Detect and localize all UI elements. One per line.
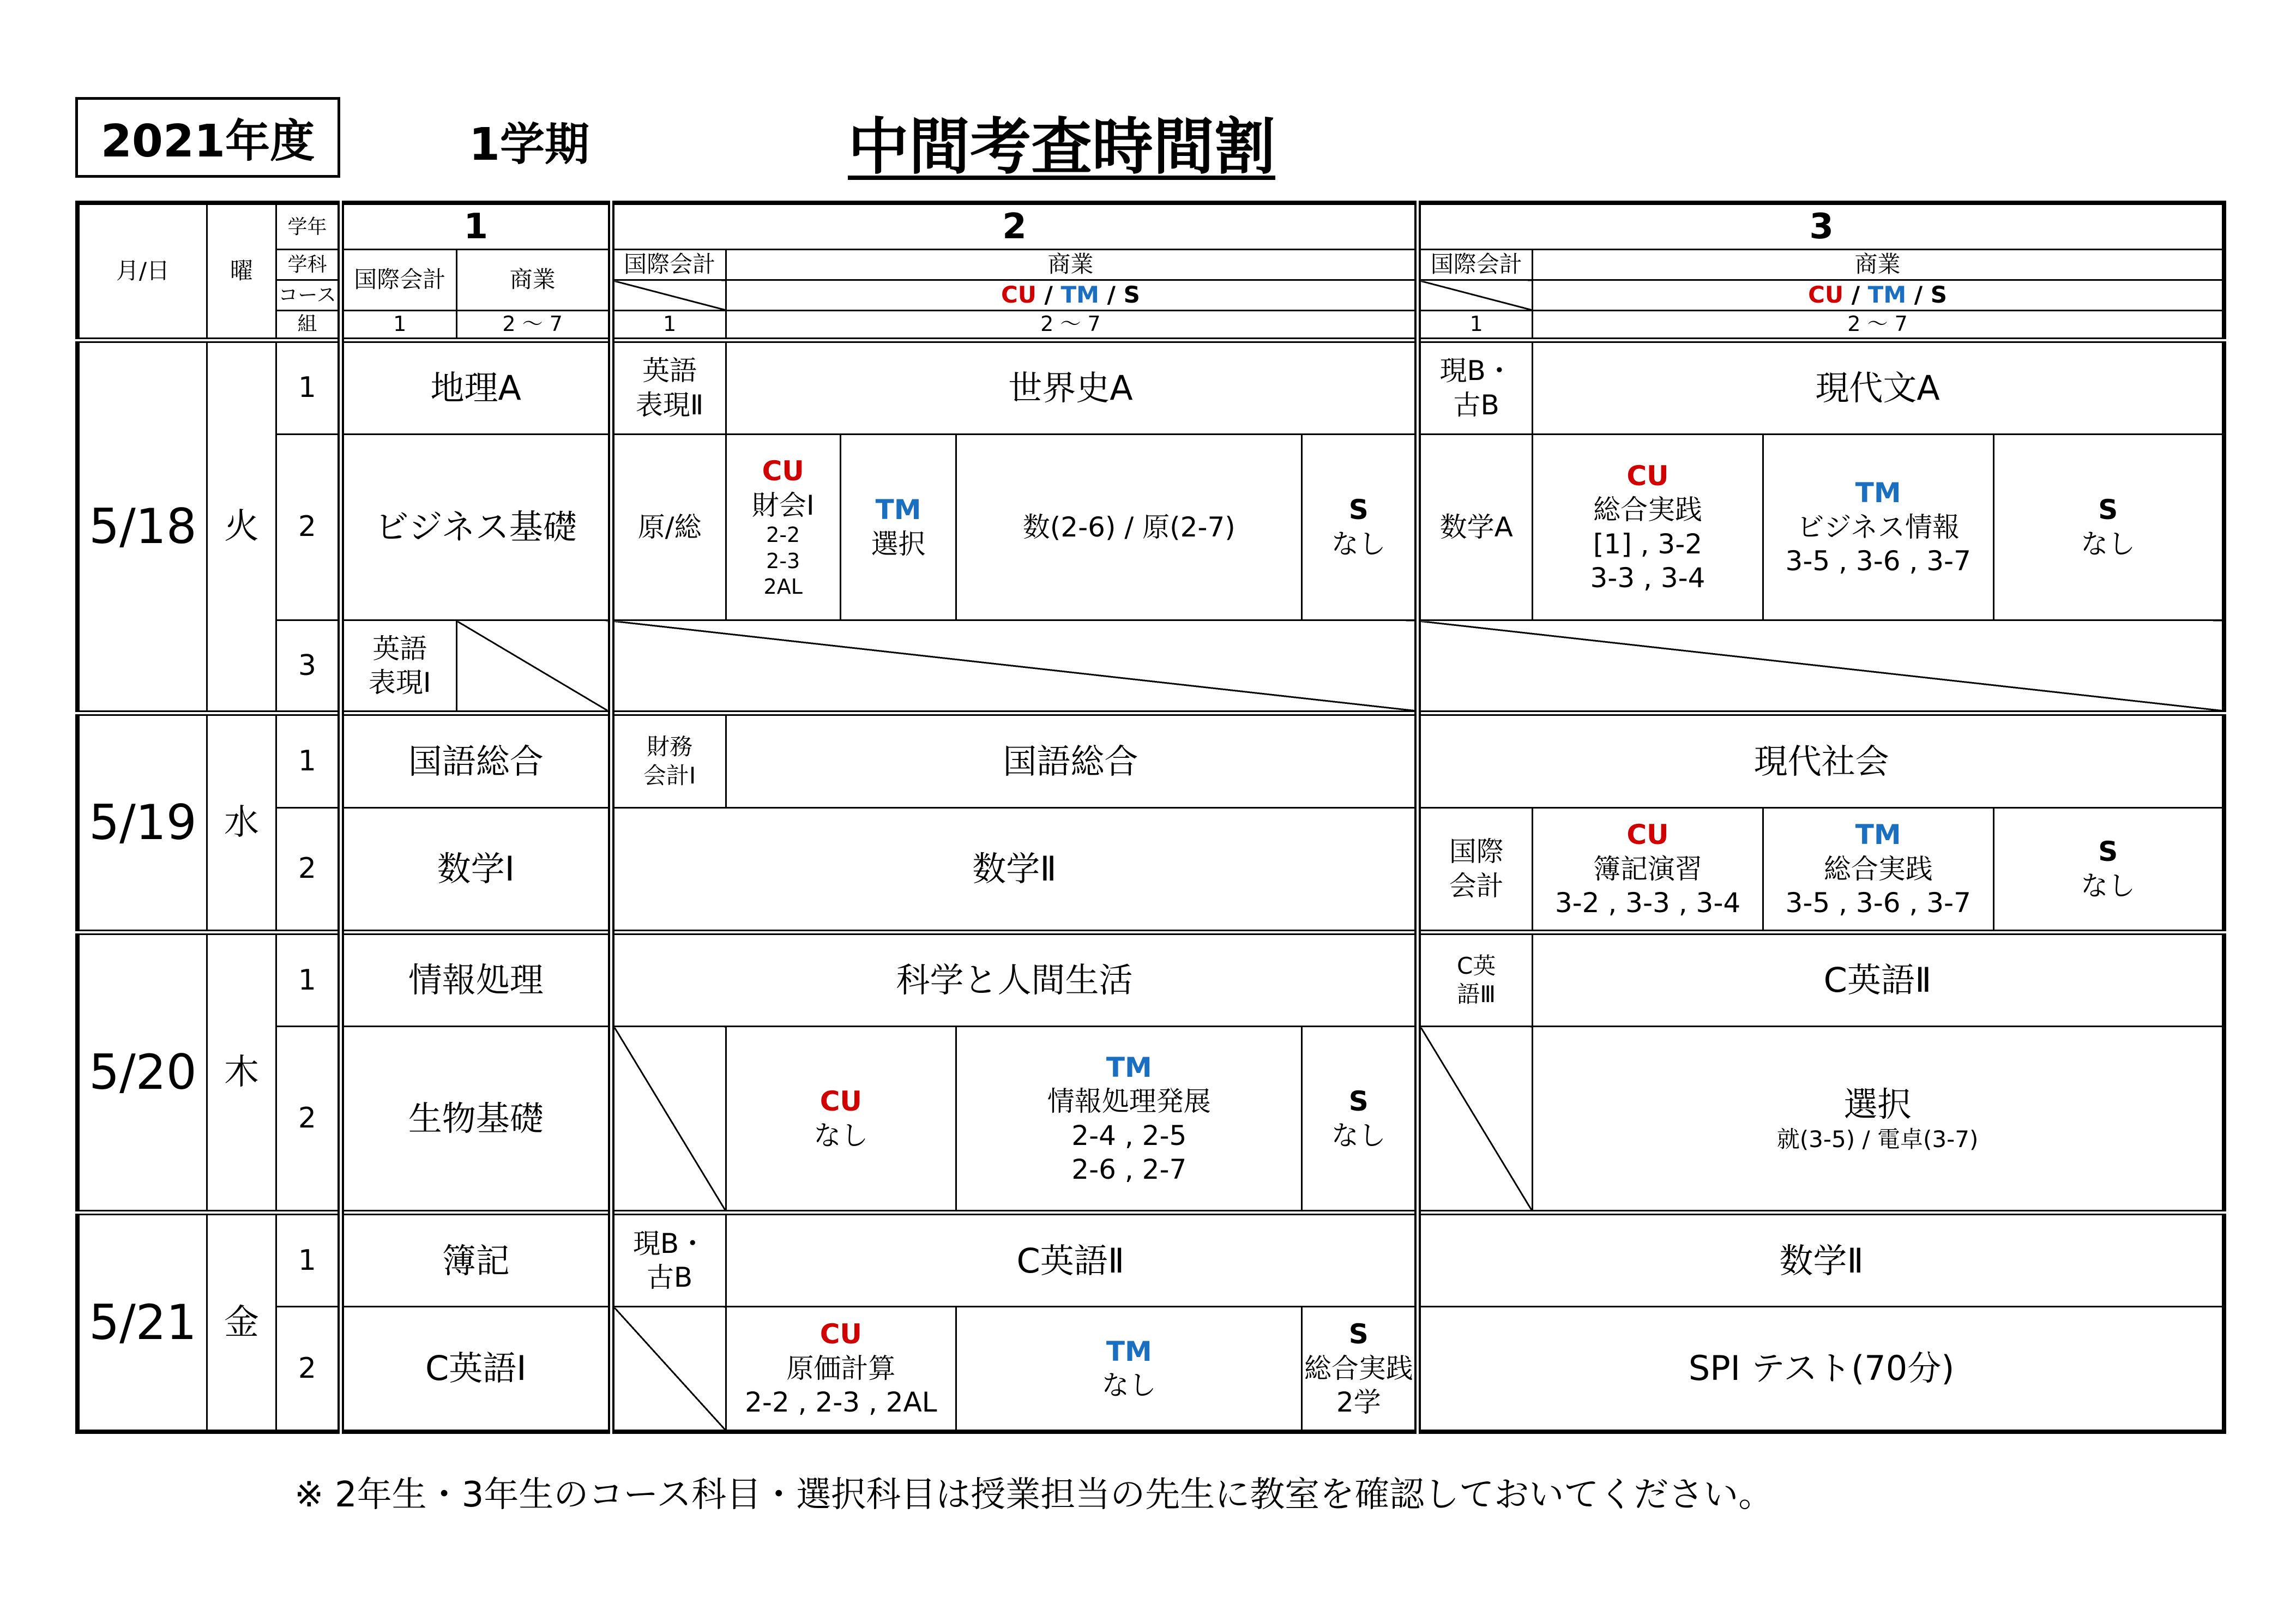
subject-line: 会計 <box>1449 870 1504 902</box>
exam-subject: C英語Ⅱ <box>1533 932 2224 1027</box>
footnote: ※ 2年生・3年生のコース科目・選択科目は授業担当の先生に教室を確認しておいてください。 <box>294 1475 1774 1515</box>
period-cell: 2 <box>276 1027 341 1213</box>
g3-intl-course-empty <box>1418 280 1532 311</box>
subject-line: 現B・ <box>632 1227 707 1259</box>
tm-course-cell <box>956 1307 1302 1432</box>
weekday-cell: 水 <box>207 713 276 932</box>
subject-line: 表現Ⅱ <box>635 389 704 421</box>
grade-2-header: 2 <box>611 203 1418 250</box>
s-label: S <box>1348 1318 1369 1350</box>
class-line: 3-5 , 3-6 , 3-7 <box>1785 545 1971 577</box>
exam-subject: ビジネス基礎 <box>341 434 611 620</box>
s-course-cell <box>1993 807 2224 932</box>
separator: / <box>1914 281 1923 309</box>
exam-subject: 国語総合 <box>726 713 1418 807</box>
date-header: 月/日 <box>77 203 207 340</box>
g3-intl-header: 国際会計 <box>1418 250 1532 280</box>
subject-line: 会計Ⅰ <box>643 762 696 789</box>
class-line: 2AL <box>763 575 803 599</box>
s-course-cell <box>1302 1027 1418 1213</box>
class-line: 3-2 , 3-3 , 3-4 <box>1554 887 1741 919</box>
g3-intl-class: 1 <box>1418 310 1532 340</box>
cu-label: CU <box>1808 281 1844 309</box>
cu-course-cell <box>726 1307 956 1432</box>
date-cell: 5/19 <box>77 713 207 932</box>
period-cell: 2 <box>276 807 341 932</box>
s-label: S <box>1123 281 1140 309</box>
s-label: S <box>1348 1086 1369 1118</box>
no-exam-cell <box>611 620 1418 714</box>
subject-line: 原価計算 <box>786 1352 896 1384</box>
weekday-header: 曜 <box>207 203 276 340</box>
g2-intl-header: 国際会計 <box>611 250 726 280</box>
subject-line: 選択 <box>1843 1084 1912 1124</box>
subject-line: 総合実践 <box>1593 494 1702 526</box>
school-year-box: 2021年度 <box>75 97 340 178</box>
g2-biz-header: 商業 <box>726 250 1418 280</box>
exam-subject: 数(2-6) / 原(2-7) <box>956 434 1302 620</box>
s-label: S <box>1348 494 1369 526</box>
subject-line: 表現Ⅰ <box>368 667 431 699</box>
subject-line: C英 <box>1457 952 1496 979</box>
weekday-cell: 火 <box>207 340 276 714</box>
g1-intl-header: 国際会計 <box>341 250 456 310</box>
tm-course-cell <box>840 434 956 620</box>
subject-line: なし <box>1331 1119 1386 1151</box>
s-label: S <box>1930 281 1947 309</box>
exam-subject: SPI テスト(70分) <box>1418 1307 2224 1432</box>
exam-subject: C英語Ⅰ <box>341 1307 611 1432</box>
dept-label: 学科 <box>276 250 341 280</box>
exam-subject: 国語総合 <box>341 713 611 807</box>
tm-course-cell <box>1763 434 1993 620</box>
g2-biz-class: 2 ～ 7 <box>726 310 1418 340</box>
exam-subject: 数学Ⅱ <box>611 807 1418 932</box>
subject-line: 情報処理発展 <box>1047 1086 1211 1118</box>
subject-line: なし <box>813 1119 869 1151</box>
cu-label: CU <box>1626 819 1669 851</box>
s-course-cell <box>1302 434 1418 620</box>
subject-line: 古B <box>646 1262 693 1294</box>
subject-line: 現B・ <box>1439 355 1513 387</box>
subject-line: 総合実践 <box>1823 853 1933 885</box>
class-line: 2学 <box>1336 1386 1381 1419</box>
class-line: 2-2 <box>766 523 800 547</box>
tm-label: TM <box>1060 281 1099 309</box>
exam-subject: 原/総 <box>611 434 726 620</box>
grade-3-header: 3 <box>1418 203 2224 250</box>
separator: / <box>1107 281 1116 309</box>
grade-label: 学年 <box>276 203 341 250</box>
exam-subject: 生物基礎 <box>341 1027 611 1213</box>
exam-subject <box>341 620 456 714</box>
subject-line: なし <box>1101 1370 1156 1402</box>
subject-line: なし <box>2081 870 2136 902</box>
cu-label: CU <box>1001 281 1036 309</box>
exam-subject <box>611 1213 726 1307</box>
s-label: S <box>2098 494 2118 526</box>
term-label: 1学期 <box>469 119 590 171</box>
g3-biz-class: 2 ～ 7 <box>1533 310 2224 340</box>
class-line: 3-5 , 3-6 , 3-7 <box>1785 887 1971 919</box>
cu-course-cell <box>1533 807 1763 932</box>
class-line: 2-4 , 2-5 <box>1071 1119 1187 1151</box>
g2-course-header <box>726 280 1418 311</box>
g1-biz-class: 2 ～ 7 <box>456 310 611 340</box>
exam-timetable <box>75 201 2226 1434</box>
exam-subject <box>611 340 726 435</box>
no-exam-cell <box>611 1027 726 1213</box>
class-line: 2-2 , 2-3 , 2AL <box>745 1386 937 1419</box>
period-cell: 1 <box>276 932 341 1027</box>
weekday-cell: 金 <box>207 1213 276 1432</box>
no-exam-cell <box>1418 620 2224 714</box>
subject-line: 総合実践 <box>1304 1352 1413 1384</box>
date-cell: 5/18 <box>77 340 207 714</box>
class-line: 2-3 <box>766 548 800 573</box>
exam-subject: 地理A <box>341 340 611 435</box>
separator: / <box>1851 281 1860 309</box>
exam-subject: 科学と人間生活 <box>611 932 1418 1027</box>
cu-course-cell <box>726 1027 956 1213</box>
subject-line: なし <box>1331 528 1386 560</box>
s-course-cell <box>1993 434 2224 620</box>
class-label: 組 <box>276 310 341 340</box>
exam-subject: 簿記 <box>341 1213 611 1307</box>
exam-subject: 数学Ⅱ <box>1418 1213 2224 1307</box>
subject-line: 財務 <box>647 733 693 761</box>
class-line: 2-6 , 2-7 <box>1071 1154 1187 1186</box>
exam-subject <box>611 713 726 807</box>
exam-subject <box>1418 932 1532 1027</box>
cu-label: CU <box>819 1086 863 1118</box>
subject-line: 簿記演習 <box>1593 853 1702 885</box>
subject-line: 語Ⅲ <box>1457 981 1496 1008</box>
tm-label: TM <box>875 494 921 526</box>
class-line: [1] , 3-2 <box>1593 528 1703 560</box>
tm-label: TM <box>1855 819 1901 851</box>
class-line: 就(3-5) / 電卓(3-7) <box>1776 1126 1979 1153</box>
exam-subject: 現代社会 <box>1418 713 2224 807</box>
grade-1-header: 1 <box>341 203 611 250</box>
period-cell: 2 <box>276 1307 341 1432</box>
s-label: S <box>2098 836 2118 868</box>
g3-biz-header: 商業 <box>1533 250 2224 280</box>
period-cell: 1 <box>276 1213 341 1307</box>
exam-subject: 数学A <box>1418 434 1532 620</box>
no-exam-cell <box>611 1307 726 1432</box>
page-title: 中間考査時間割 <box>848 112 1275 183</box>
cu-label: CU <box>1626 460 1669 492</box>
subject-line: ビジネス情報 <box>1797 511 1960 543</box>
subject-line: 選択 <box>871 528 926 560</box>
period-cell: 1 <box>276 340 341 435</box>
exam-subject <box>1418 340 1532 435</box>
no-exam-cell <box>1418 1027 1532 1213</box>
cu-course-cell <box>1533 434 1763 620</box>
g2-intl-class: 1 <box>611 310 726 340</box>
weekday-cell: 木 <box>207 932 276 1213</box>
exam-subject: 世界史A <box>726 340 1418 435</box>
exam-subject: 現代文A <box>1533 340 2224 435</box>
subject-line: なし <box>2081 528 2136 560</box>
period-cell: 3 <box>276 620 341 714</box>
exam-subject: C英語Ⅱ <box>726 1213 1418 1307</box>
period-cell: 2 <box>276 434 341 620</box>
no-exam-cell <box>456 620 611 714</box>
tm-course-cell <box>956 1027 1302 1213</box>
subject-line: 国際 <box>1449 836 1504 868</box>
cu-course-cell <box>726 434 840 620</box>
date-cell: 5/21 <box>77 1213 207 1432</box>
tm-course-cell <box>1763 807 1993 932</box>
g1-biz-header: 商業 <box>456 250 611 310</box>
elective-cell <box>1533 1027 2224 1213</box>
subject-line: 英語 <box>642 355 697 387</box>
separator: / <box>1044 281 1053 309</box>
s-course-cell <box>1302 1307 1418 1432</box>
exam-subject: 数学Ⅰ <box>341 807 611 932</box>
exam-subject <box>1418 807 1532 932</box>
period-cell: 1 <box>276 713 341 807</box>
subject-line: 財会Ⅰ <box>751 489 815 521</box>
g2-intl-course-empty <box>611 280 726 311</box>
tm-label: TM <box>1106 1051 1152 1083</box>
tm-label: TM <box>1867 281 1907 309</box>
g3-course-header <box>1533 280 2224 311</box>
cu-label: CU <box>762 455 804 487</box>
tm-label: TM <box>1855 477 1901 509</box>
date-cell: 5/20 <box>77 932 207 1213</box>
subject-line: 英語 <box>372 632 427 665</box>
cu-label: CU <box>819 1318 863 1350</box>
class-line: 3-3 , 3-4 <box>1590 562 1706 594</box>
tm-label: TM <box>1106 1335 1152 1367</box>
subject-line: 古B <box>1453 389 1499 421</box>
exam-subject: 情報処理 <box>341 932 611 1027</box>
g1-intl-class: 1 <box>341 310 456 340</box>
course-label: コース <box>276 280 341 311</box>
